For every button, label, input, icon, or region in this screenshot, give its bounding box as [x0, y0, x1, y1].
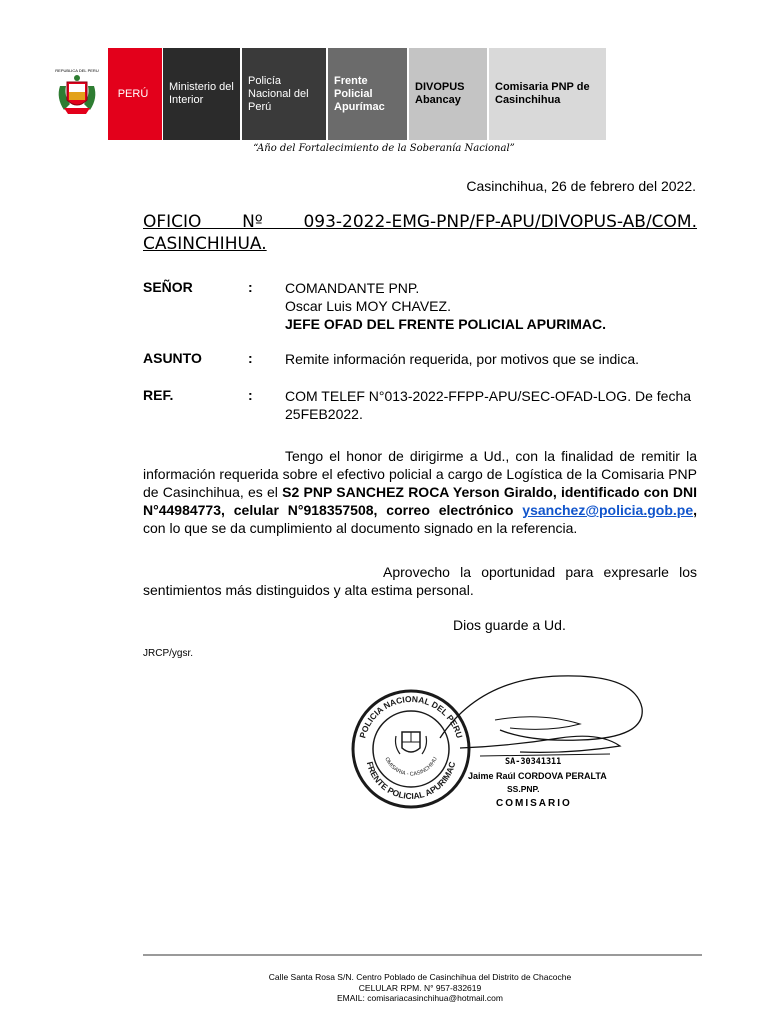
body-p1-officer: S2 PNP SANCHEZ ROCA Yerson Giraldo, identificado con DNI N°44984773, celular N°918357508, correo electrónico — [143, 484, 697, 518]
recipient-rank: COMANDANTE PNP. — [285, 280, 420, 296]
ref-text: COM TELEF N°013-2022-FFPP-APU/SEC-OFAD-LOG. De fecha 25FEB2022. — [285, 388, 692, 422]
senor-colon: : — [248, 279, 253, 295]
header-box-comisaria — [489, 48, 606, 140]
header-box-ministerio — [163, 48, 240, 140]
signer-rank: SS.PNP. — [507, 784, 540, 794]
header-divopus-label: DIVOPUS Abancay — [415, 81, 465, 106]
header-box-peru — [108, 48, 162, 140]
footer-divider — [143, 954, 702, 956]
header-ministerio-label: Ministerio del Interior — [169, 81, 234, 106]
body-p1-comma: , — [693, 502, 697, 518]
officer-email-link[interactable]: ysanchez@policia.gob.pe — [522, 502, 694, 518]
header-box-divopus — [409, 48, 487, 140]
recipient-position: JEFE OFAD DEL FRENTE POLICIAL APURIMAC. — [285, 316, 606, 332]
document-title: OFICIO Nº 093-2022-EMG-PNP/FP-APU/DIVOPUS-AB/COM. CASINCHIHUA. — [143, 212, 697, 254]
senor-label: SEÑOR — [143, 279, 193, 295]
year-motto: “Año del Fortalecimiento de la Soberanía Nacional” — [253, 143, 515, 154]
signer-id: SA-30341311 — [505, 757, 562, 767]
signer-name: Jaime Raúl CORDOVA PERALTA — [468, 771, 607, 781]
ref-label: REF. — [143, 387, 174, 403]
stamp-bottom-text: FRENTE POLICIAL APURIMAC — [364, 760, 458, 802]
body-p1-end: con lo que se da cumplimiento al documento signado en la referencia. — [143, 520, 578, 536]
footer-email: EMAIL: comisariacasinchihua@hotmail.com — [337, 993, 503, 1003]
footer — [0, 972, 768, 1004]
closing-line: Dios guarde a Ud. — [453, 617, 566, 633]
recipient-name: Oscar Luis MOY CHAVEZ. — [285, 298, 451, 314]
header-box-policia — [242, 48, 326, 140]
handwritten-signature — [420, 668, 670, 768]
footer-phone: CELULAR RPM. N° 957-832619 — [358, 982, 482, 993]
asunto-text: Remite información requerida, por motivos que se indica. — [285, 351, 640, 367]
header-peru-label: PERÚ — [117, 87, 149, 100]
header-box-frente — [328, 48, 407, 140]
stamp-top-text: POLICIA NACIONAL DEL PERU — [357, 693, 465, 740]
header-comisaria-label: Comisaria PNP de Casinchihua — [495, 81, 590, 106]
asunto-colon: : — [248, 350, 253, 366]
asunto-label: ASUNTO — [143, 350, 202, 366]
recipient-block — [285, 279, 697, 333]
document-date: Casinchihua, 26 de febrero del 2022. — [466, 178, 696, 194]
peru-coat-of-arms — [52, 64, 102, 124]
seal-label: REPUBLICA DEL PERU — [55, 68, 99, 73]
initials: JRCP/ygsr. — [143, 648, 194, 659]
body-p1-intro: Tengo el honor de dirigirme a Ud., con la finalidad de remitir la información requerida sobre el efectivo policial a cargo de Logística de la Comisaria PNP de Casinchihua, es el — [143, 448, 697, 500]
signer-title: COMISARIO — [496, 798, 572, 809]
body-paragraph-1 — [143, 447, 697, 537]
header-policia-label: Policía Nacional del Perú — [248, 74, 309, 113]
footer-address: Calle Santa Rosa S/N. Centro Poblado de Casinchihua del Distrito de Chacoche — [268, 972, 572, 982]
ref-colon: : — [248, 387, 253, 403]
header-frente-label: Frente Policial Apurímac — [334, 74, 385, 113]
body-paragraph-2: Aprovecho la oportunidad para expresarle los sentimientos más distinguidos y alta estima personal. — [143, 564, 697, 598]
stamp-inner-text: OMISARIA - CASINCHIHU — [383, 756, 439, 778]
